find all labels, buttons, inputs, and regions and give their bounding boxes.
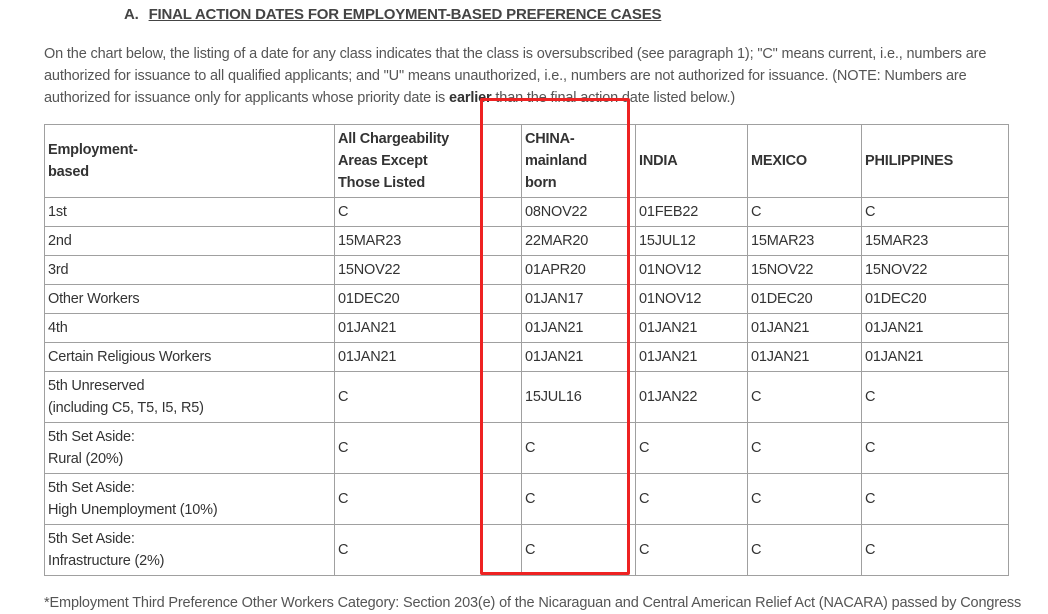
header-line: MEXICO	[751, 153, 807, 169]
table-cell: C	[636, 525, 748, 576]
table-cell: C	[748, 423, 862, 474]
header-line: Those Listed	[338, 175, 426, 191]
table-cell: 01JAN21	[748, 343, 862, 372]
table-cell: C	[862, 423, 1009, 474]
table-cell: 01NOV12	[636, 256, 748, 285]
header-line: INDIA	[639, 153, 678, 169]
table-cell: 01FEB22	[636, 198, 748, 227]
header-line: Employment-	[48, 142, 138, 158]
category-line: 5th Set Aside:	[48, 480, 135, 496]
table-cell: 15MAR23	[862, 227, 1009, 256]
table-cell: 15MAR23	[335, 227, 522, 256]
row-category	[45, 198, 335, 227]
intro-paragraph	[44, 43, 1006, 109]
header-philippines	[862, 125, 1009, 198]
section-letter: A.	[124, 6, 139, 23]
table-cell: C	[522, 423, 636, 474]
row-category	[45, 285, 335, 314]
section-heading	[124, 6, 661, 23]
table-cell: C	[335, 198, 522, 227]
category-line: (including C5, T5, I5, R5)	[48, 400, 204, 416]
category-line: 5th Set Aside:	[48, 429, 135, 445]
table-row	[45, 256, 1009, 285]
category-line: 5th Unreserved	[48, 378, 145, 394]
table-cell: C	[748, 372, 862, 423]
table-cell: 01DEC20	[748, 285, 862, 314]
table-cell: C	[522, 525, 636, 576]
header-line: based	[48, 164, 89, 180]
category-line: 4th	[48, 320, 68, 336]
table-row	[45, 525, 1009, 576]
table-row	[45, 423, 1009, 474]
table-cell: 01JAN21	[335, 343, 522, 372]
table-cell: C	[862, 525, 1009, 576]
category-line: Rural (20%)	[48, 451, 124, 467]
header-india	[636, 125, 748, 198]
header-line: mainland	[525, 153, 588, 169]
table-cell: 01JAN22	[636, 372, 748, 423]
table-cell: 01JAN21	[522, 343, 636, 372]
table-body	[45, 198, 1009, 576]
header-line: PHILIPPINES	[865, 153, 954, 169]
row-category	[45, 372, 335, 423]
table-cell: 01DEC20	[862, 285, 1009, 314]
table-cell: C	[522, 474, 636, 525]
row-category	[45, 314, 335, 343]
table-cell: C	[748, 474, 862, 525]
section-title: FINAL ACTION DATES FOR EMPLOYMENT-BASED PREFERENCE CASES	[148, 6, 662, 23]
header-line: All Chargeability	[338, 131, 450, 147]
table-cell: 15NOV22	[335, 256, 522, 285]
table-cell: 01JAN21	[522, 314, 636, 343]
table-cell: 01JAN21	[748, 314, 862, 343]
table-cell: 15MAR23	[748, 227, 862, 256]
header-line: born	[525, 175, 557, 191]
header-line: Areas Except	[338, 153, 428, 169]
table-row	[45, 474, 1009, 525]
table-row	[45, 198, 1009, 227]
header-mexico	[748, 125, 862, 198]
table-cell: 08NOV22	[522, 198, 636, 227]
table-cell: 01JAN17	[522, 285, 636, 314]
table-cell: C	[335, 423, 522, 474]
table-cell: C	[636, 474, 748, 525]
header-employment-based	[45, 125, 335, 198]
table-cell: 15JUL12	[636, 227, 748, 256]
intro-text-before: On the chart below, the listing of a date for any class indicates that the class is oversubscribed (see paragraph 1); "C" means current, i.e., numbers are authorized for issuance to all qualified applicants; and "U" means unauthorized, i.e., numbers are not authorized for issuance. (NOTE: Numbers are authorized for issuance only for applicants whose priority date is	[44, 46, 987, 106]
table-row	[45, 372, 1009, 423]
header-all-chargeability	[335, 125, 522, 198]
table-cell: 22MAR20	[522, 227, 636, 256]
category-line: 3rd	[48, 262, 69, 278]
category-line: High Unemployment (10%)	[48, 502, 218, 518]
header-china	[522, 125, 636, 198]
category-line: Other Workers	[48, 291, 140, 307]
row-category	[45, 227, 335, 256]
table-cell: 01NOV12	[636, 285, 748, 314]
table-cell: 15NOV22	[748, 256, 862, 285]
category-line: 2nd	[48, 233, 72, 249]
table-cell: 01JAN21	[335, 314, 522, 343]
intro-text-after: than the final action date listed below.)	[491, 90, 736, 106]
category-line: 5th Set Aside:	[48, 531, 135, 547]
final-action-dates-table	[44, 124, 1009, 576]
table-cell: C	[335, 474, 522, 525]
footnote: *Employment Third Preference Other Workers Category: Section 203(e) of the Nicaraguan and Central American Relief Act (NACARA) passed by Congress	[44, 595, 1022, 611]
table-cell: 01JAN21	[862, 314, 1009, 343]
table-row	[45, 343, 1009, 372]
category-line: 1st	[48, 204, 67, 220]
table-cell: 01APR20	[522, 256, 636, 285]
table-cell: 01JAN21	[636, 314, 748, 343]
row-category	[45, 423, 335, 474]
row-category	[45, 474, 335, 525]
table-cell: C	[862, 372, 1009, 423]
table-cell: C	[636, 423, 748, 474]
table-row	[45, 227, 1009, 256]
table-cell: C	[748, 525, 862, 576]
row-category	[45, 525, 335, 576]
table-cell: C	[335, 372, 522, 423]
table-row	[45, 285, 1009, 314]
table-cell: 01JAN21	[862, 343, 1009, 372]
table-cell: 01JAN21	[636, 343, 748, 372]
category-line: Certain Religious Workers	[48, 349, 212, 365]
table-cell: C	[748, 198, 862, 227]
row-category	[45, 256, 335, 285]
table-row	[45, 314, 1009, 343]
intro-emphasis: earlier	[449, 90, 492, 106]
table-cell: 15JUL16	[522, 372, 636, 423]
table-cell: 01DEC20	[335, 285, 522, 314]
table-cell: C	[862, 474, 1009, 525]
row-category	[45, 343, 335, 372]
table-cell: 15NOV22	[862, 256, 1009, 285]
header-line: CHINA-	[525, 131, 575, 147]
table-cell: C	[335, 525, 522, 576]
table-cell: C	[862, 198, 1009, 227]
category-line: Infrastructure (2%)	[48, 553, 165, 569]
table-header-row	[45, 125, 1009, 198]
